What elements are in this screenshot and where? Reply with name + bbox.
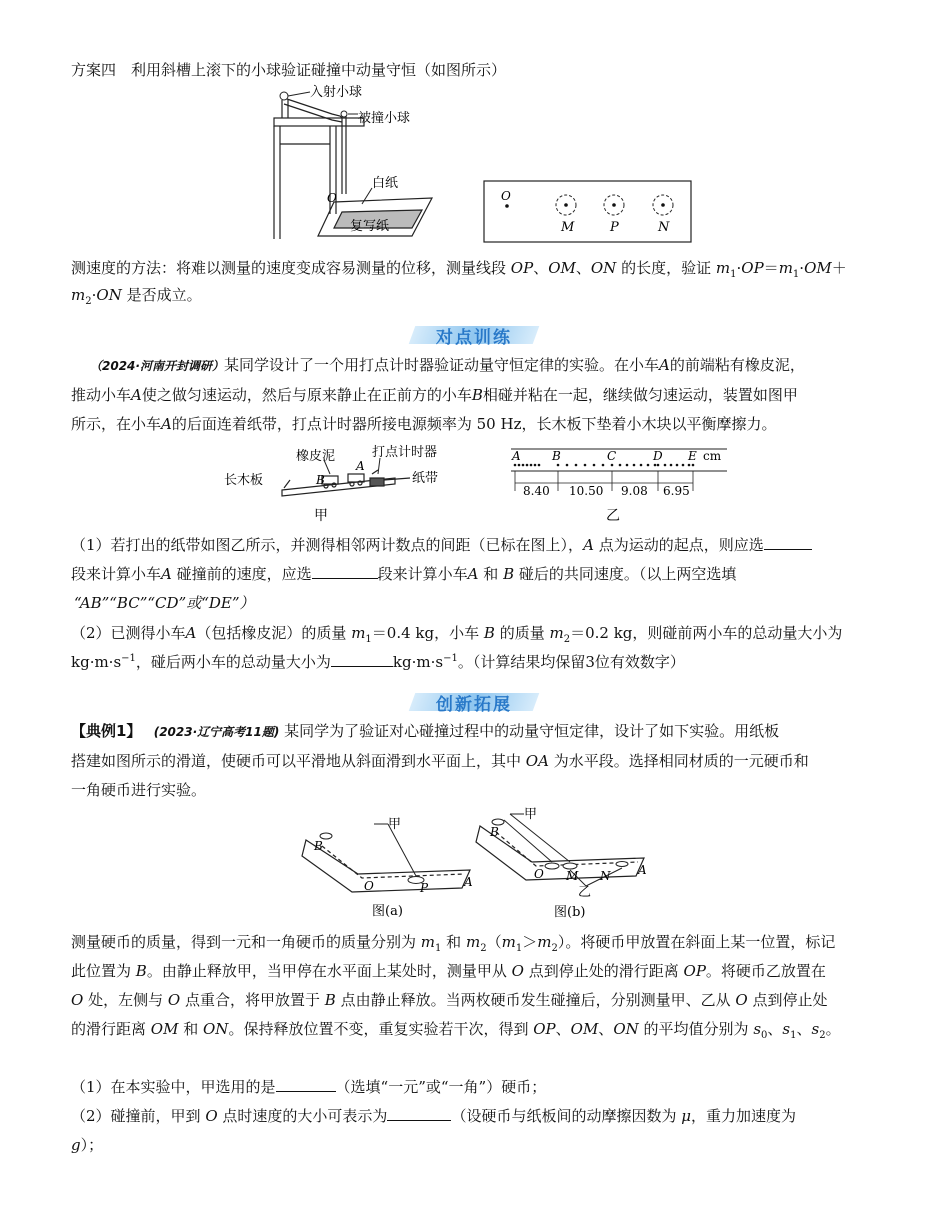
- label-timer: 打点计时器: [372, 445, 438, 460]
- fig-a-caption: 图(a): [372, 904, 403, 919]
- tape-dot: [593, 464, 596, 467]
- label-cart-a: A: [356, 459, 365, 473]
- fig-b-n: N: [600, 869, 611, 883]
- tape-dot: [682, 464, 685, 467]
- fig-b-jia: 甲: [524, 807, 538, 822]
- fig-a-a: A: [464, 875, 473, 889]
- label-white-paper: 白纸: [372, 176, 399, 191]
- tape-dot: [518, 464, 521, 467]
- point-o: O: [501, 189, 511, 203]
- tape-dot: [522, 464, 525, 467]
- ex1-line-3: 一角硬币进行实验。: [71, 781, 207, 799]
- ex1-line-2: 搭建如图所示的滑道，使硬币可以平滑地从斜面滑到水平面上，其中 OA 为水平段。选择相同材质的一元硬币和: [71, 752, 809, 770]
- tape-letter-c: C: [607, 449, 617, 463]
- tape-dot: [530, 464, 533, 467]
- ex1-body-2: 此位置为 B。由静止释放甲，当甲停在水平面上某处时，测量甲从 O 点到停止处的滑行距离 OP。将硬币乙放置在: [71, 962, 826, 980]
- fig-a-b: B: [314, 839, 323, 853]
- q1-sub1-line-1: （1）若打出的纸带如图乙所示，并测得相邻两计数点的间距（已标在图上），A 点为运动的起点，则应选: [71, 535, 812, 555]
- fig-a-jia: 甲: [388, 817, 402, 832]
- tape-dot: [633, 464, 636, 467]
- tape-dot: [611, 464, 614, 467]
- banner-innovation: 创新拓展: [412, 687, 536, 717]
- tape-dot: [676, 464, 679, 467]
- tape-dot: [640, 464, 643, 467]
- tape-dot: [692, 464, 695, 467]
- tape-dot: [602, 464, 605, 467]
- q1-line-3: 所示，在小车A的后面连着纸带，打点计时器所接电源频率为 50 Hz，长木板下垫着小木块以平衡摩擦力。: [71, 415, 777, 433]
- ex1-q2-line-2: g）；: [71, 1136, 104, 1154]
- ex1-q2-line-1: （2）碰撞前，甲到 O 点时速度的大小可表示为 （设硬币与纸板间的动摩擦因数为 μ，重力加速度为: [71, 1107, 796, 1125]
- blank-4[interactable]: [276, 1077, 336, 1092]
- ex1-body-1: 测量硬币的质量，得到一元和一角硬币的质量分别为 $m_1$ 和 $m_2(m_1>m_2)$。将硬币甲放置在斜面上某一位置，标记: [71, 933, 836, 954]
- fig-b-caption: 图(b): [554, 905, 586, 920]
- tape-dot: [670, 464, 673, 467]
- landing-points-figure: [483, 178, 693, 244]
- ex1-line-1: 【典例1】 (2023·辽宁高考11题) 某同学为了验证对心碰撞过程中的动量守恒定律，设计了如下实验。用纸板: [71, 722, 780, 740]
- q1-sub1-options: “AB”“BC”“CD”或“DE”）: [74, 594, 255, 612]
- ex1-body-3: O 处，左侧与 O 点重合，将甲放置于 B 点由静止释放。当两枚硬币发生碰撞后，分别测量甲、乙从 O 点到停止处: [71, 991, 828, 1009]
- slide-figure-a: [300, 812, 480, 922]
- tape-dot: [654, 464, 657, 467]
- tape-dist-bc: 10.50: [569, 484, 604, 498]
- tape-letter-d: D: [653, 449, 663, 463]
- tape-dist-de: 6.95: [663, 484, 690, 498]
- tape-dist-cd: 9.08: [621, 484, 648, 498]
- fig-b-a: A: [638, 863, 647, 877]
- tape-letter-e: E: [688, 449, 697, 463]
- blank-5[interactable]: [387, 1106, 451, 1121]
- tape-dot: [584, 464, 587, 467]
- label-carbon-paper: 复写纸: [350, 219, 390, 234]
- tape-dot: [619, 464, 622, 467]
- label-incident: 入射小球: [310, 85, 363, 100]
- tape-dist-ab: 8.40: [523, 484, 550, 498]
- tape-dot: [664, 464, 667, 467]
- point-p: P: [610, 220, 619, 235]
- tape-letter-b: B: [552, 449, 561, 463]
- fig-a-o: O: [364, 879, 374, 893]
- fig-b-m: M: [566, 869, 579, 883]
- blank-2[interactable]: [312, 564, 378, 579]
- q1-sub2-line-1: （2）已测得小车A（包括橡皮泥）的质量 $m_1=0.4$ kg，小车 B 的质量 $m_2=0.2$ kg，则碰前两小车的总动量大小为: [71, 624, 843, 645]
- label-o: O: [327, 191, 337, 205]
- fig-a-p: P: [420, 881, 429, 895]
- tape-letter-a: A: [512, 449, 521, 463]
- fig-b-b: B: [490, 825, 499, 839]
- fig-b-yi: 乙: [578, 885, 592, 900]
- point-n: N: [658, 220, 670, 235]
- tape-dot: [557, 464, 560, 467]
- q1-sub1-line-2: 段来计算小车A 碰撞前的速度，应选 段来计算小车A 和 B 碰后的共同速度。（以上两空选填: [71, 565, 737, 583]
- tape-dot: [538, 464, 541, 467]
- tape-dot: [626, 464, 629, 467]
- tape-dot: [688, 464, 691, 467]
- label-rubber: 橡皮泥: [296, 449, 336, 464]
- label-cart-b: B: [316, 473, 325, 487]
- label-board: 长木板: [224, 473, 264, 488]
- blank-1[interactable]: [764, 535, 812, 550]
- cart-setup-figure: [220, 440, 470, 525]
- tape-dot: [657, 464, 660, 467]
- tape-dot: [566, 464, 569, 467]
- q1-line-2: 推动小车A使之做匀速运动，然后与原来静止在正前方的小车B相碰并粘在一起，继续做匀速运动，装置如图甲: [71, 386, 798, 404]
- tape-unit: cm: [703, 449, 722, 463]
- banner-targeted-training: 对点训练: [412, 320, 536, 350]
- tape-dot: [575, 464, 578, 467]
- label-target: 被撞小球: [358, 111, 411, 126]
- scheme-title: 方案四 利用斜槽上滚下的小球验证碰撞中动量守恒（如图所示）: [71, 61, 507, 79]
- ex1-q1: （1）在本实验中，甲选用的是 （选填“一元”或“一角”）硬币；: [71, 1078, 547, 1096]
- tape-dot: [514, 464, 517, 467]
- caption-jia: 甲: [314, 508, 328, 524]
- q1-line-1: （2024·河南开封调研）某同学设计了一个用打点计时器验证动量守恒定律的实验。在小车A的前端粘有橡皮泥，: [90, 356, 805, 374]
- slide-figure-b: [474, 800, 664, 922]
- method-line-2: $m_2\cdot ON$ 是否成立。: [71, 286, 202, 307]
- point-m: M: [561, 220, 575, 235]
- blank-3[interactable]: [331, 652, 393, 667]
- q1-sub2-line-2: $kg\cdot m\cdot s^{-1}$，碰后两小车的总动量大小为 $kg\cdot m\cdot s^{-1}$。（计算结果均保留3位有效数字）: [71, 653, 685, 671]
- tape-dot: [526, 464, 529, 467]
- label-tape: 纸带: [412, 471, 439, 486]
- ex1-body-4: 的滑行距离 OM 和 ON。保持释放位置不变，重复实验若干次，得到 OP、OM、ON 的平均值分别为 $s_0$、$s_1$、$s_2$。: [71, 1020, 841, 1041]
- tape-dot: [534, 464, 537, 467]
- tape-dot: [647, 464, 650, 467]
- method-line-1: 测速度的方法：将难以测量的速度变成容易测量的位移，测量线段 OP、OM、ON 的长度，验证 $m_1\cdot OP=m_1\cdot OM+$: [71, 259, 847, 280]
- fig-b-o: O: [534, 867, 544, 881]
- caption-yi: 乙: [606, 508, 620, 524]
- incline-apparatus-figure: [262, 84, 452, 244]
- paper-tape-figure: [505, 443, 735, 525]
